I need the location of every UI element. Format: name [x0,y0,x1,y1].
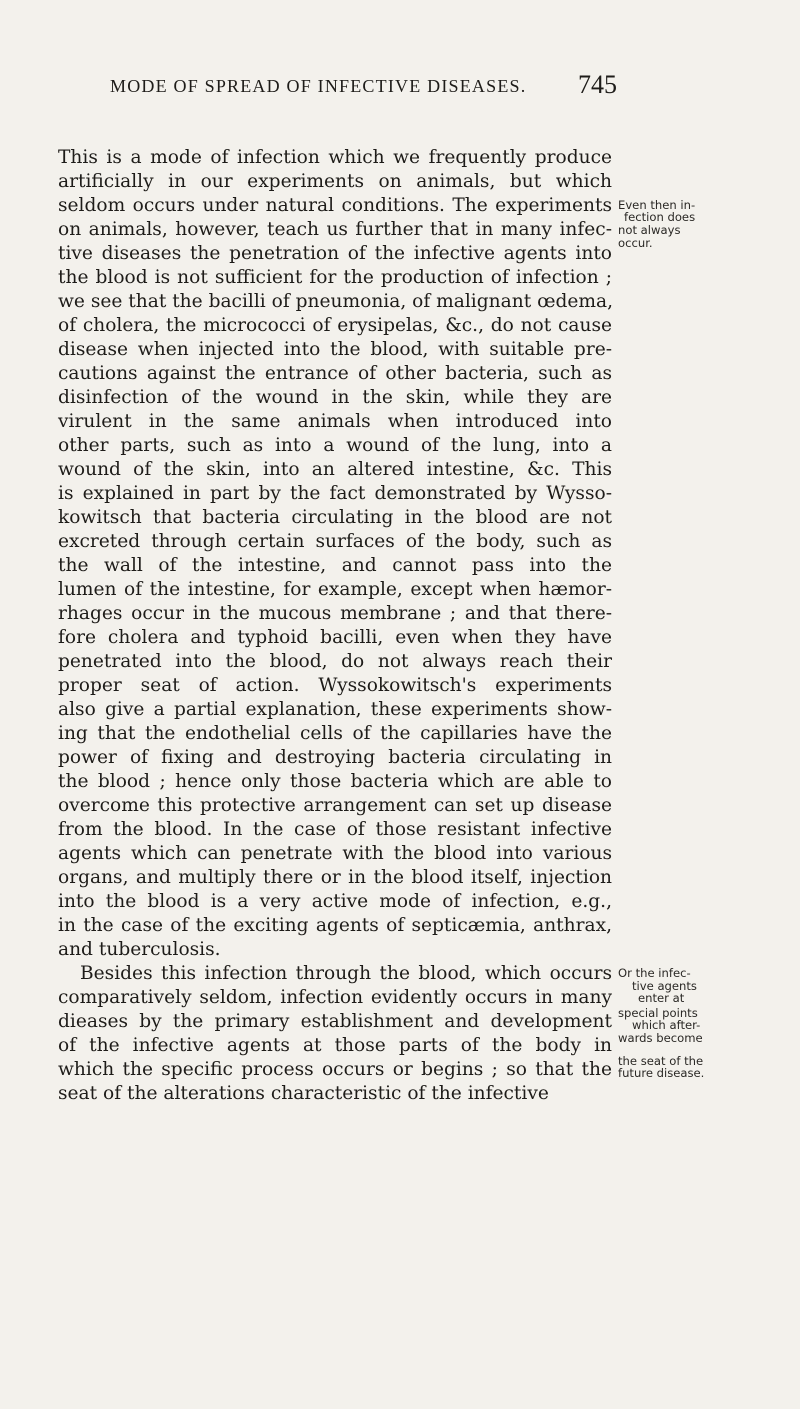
text-line: artificially in our experiments on animals, but which [58,171,612,192]
margin-note-line: occur. [618,236,653,250]
text-line: seat of the alterations characteristic of the infective [58,1083,549,1104]
running-head: MODE OF SPREAD OF INFECTIVE DISEASES. [110,76,527,96]
text-line: other parts, such as into a wound of the lung, into a [58,435,612,456]
margin-note-line: tive agents [632,979,697,993]
text-line: seldom occurs under natural conditions. The experiments [58,195,612,216]
page-number: 745 [578,70,617,99]
text-line: virulent in the same animals when introduced into [58,411,612,432]
margin-note-line: not always [618,223,681,237]
text-line: we see that the bacilli of pneumonia, of malignant œdema, [58,291,613,312]
margin-note-line: the seat of the [618,1054,704,1068]
text-line: and tuberculosis. [58,939,221,960]
text-line: wound of the skin, into an altered intestine, &c. This [58,459,612,480]
text-line: overcome this protective arrangement can set up disease [58,795,612,816]
text-line: the blood is not sufficient for the production of infection ; [58,267,612,288]
text-line: also give a partial explanation, these experiments show- [58,699,612,720]
text-line: dieases by the primary establishment and development [58,1011,612,1032]
text-line: tive diseases the penetration of the infective agents into [58,243,612,264]
text-line: excreted through certain surfaces of the body, such as [58,531,612,552]
text-line: organs, and multiply there or in the blood itself, injection [58,867,612,888]
margin-note-line: special points [618,1006,698,1020]
text-line: proper seat of action. Wyssokowitsch's experiments [58,675,612,696]
text-line: which the specific process occurs or begins ; so that the [58,1059,612,1080]
text-line: cautions against the entrance of other bacteria, such as [58,363,612,384]
margin-note-line: which after- [632,1018,701,1032]
text-line: disease when injected into the blood, with suitable pre- [58,339,612,360]
text-line: into the blood is a very active mode of infection, e.g., [58,891,612,912]
margin-note-line: future disease. [618,1066,705,1080]
text-line: the blood ; hence only those bacteria which are able to [58,771,612,792]
text-line: the wall of the intestine, and cannot pass into the [58,555,612,576]
text-line: comparatively seldom, infection evidently occurs in many [58,987,612,1008]
text-line: from the blood. In the case of those resistant infective [58,819,612,840]
text-line: lumen of the intestine, for example, except when hæmor- [58,579,612,600]
text-line: fore cholera and typhoid bacilli, even when they have [58,627,612,648]
text-line: Besides this infection through the blood, which occurs [80,963,612,984]
text-line: in the case of the exciting agents of septicæmia, anthrax, [58,915,612,936]
text-line: kowitsch that bacteria circulating in the blood are not [58,507,612,528]
margin-note-line: enter at [638,991,685,1005]
margin-note-line: Or the infec- [618,966,691,980]
text-line: of the infective agents at those parts of the body in [58,1035,612,1056]
text-line: is explained in part by the fact demonstrated by Wysso- [58,483,612,504]
text-line: disinfection of the wound in the skin, while they are [58,387,612,408]
text-line: on animals, however, teach us further that in many infec- [58,219,612,240]
text-line: ing that the endothelial cells of the capillaries have the [58,723,612,744]
text-line: penetrated into the blood, do not always reach their [58,651,612,672]
margin-note-line: wards become [618,1031,703,1045]
margin-note-line: Even then in- [618,198,696,212]
text-line: of cholera, the micrococci of erysipelas, &c., do not cause [58,315,612,336]
text-line: agents which can penetrate with the blood into various [58,843,612,864]
text-line: rhages occur in the mucous membrane ; and that there- [58,603,612,624]
text-line: This is a mode of infection which we frequently produce [58,147,612,168]
margin-note-line: fection does [624,210,696,224]
text-line: power of fixing and destroying bacteria circulating in [58,747,612,768]
